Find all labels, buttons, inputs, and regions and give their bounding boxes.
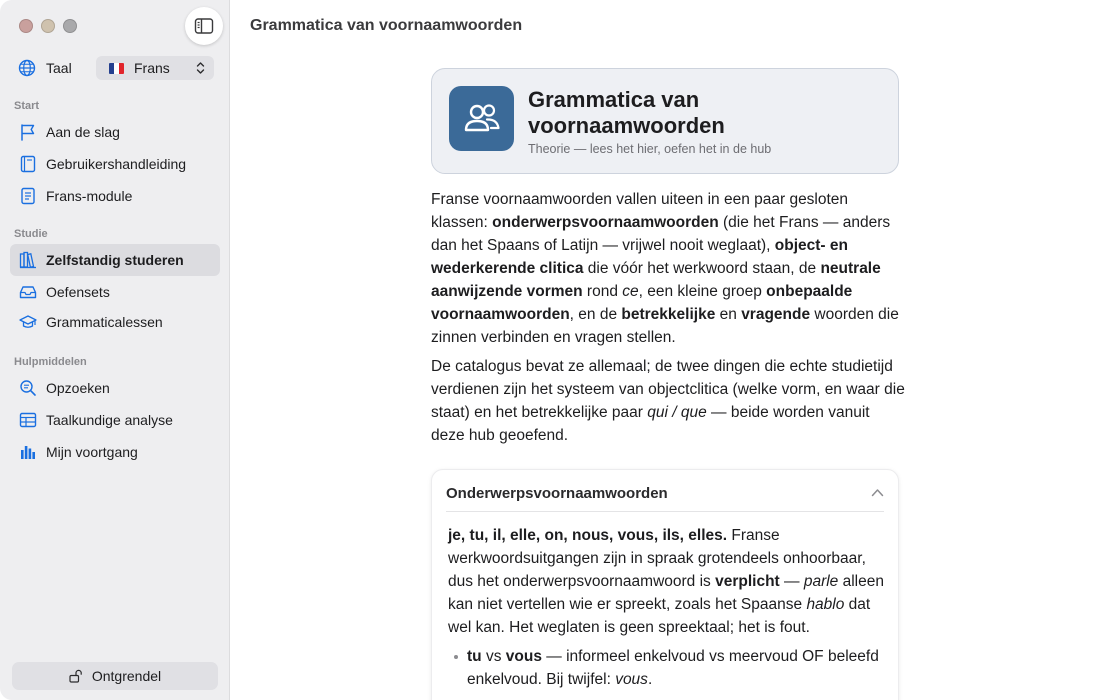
chevron-up-icon[interactable] xyxy=(871,488,884,497)
book-icon xyxy=(19,155,37,173)
text-run: en xyxy=(715,306,742,323)
sidebar-item-frans-module[interactable] xyxy=(10,180,220,212)
french-flag-icon xyxy=(109,63,124,74)
sidebar-item-label: Taalkundige analyse xyxy=(46,412,173,428)
unlock-icon xyxy=(69,669,83,683)
italic-text: parle xyxy=(803,573,839,590)
unlock-label: Ontgrendel xyxy=(91,668,162,684)
sidebar-item-label: Aan de slag xyxy=(46,124,120,140)
window-controls xyxy=(19,19,77,33)
text-run: . xyxy=(647,671,653,688)
text-run: — xyxy=(779,573,804,590)
sidebar-item-taalkundige-analyse[interactable] xyxy=(10,404,220,436)
text-run: (die het Frans — anders dan het Spaans of Latijn — vrijwel nooit weglaat), xyxy=(431,214,891,254)
sidebar-toggle-icon xyxy=(194,16,214,36)
text-run: , en de xyxy=(569,306,622,323)
books-icon xyxy=(19,251,37,269)
subject-pronouns-section xyxy=(431,469,899,700)
chevron-up-down-icon xyxy=(196,61,205,75)
table-icon xyxy=(19,411,37,429)
sidebar-item-oefensets[interactable] xyxy=(10,276,220,308)
language-label: Taal xyxy=(46,60,72,76)
lesson-header-card xyxy=(431,68,899,174)
text-run: De catalogus bevat ze allemaal; de twee dingen die echte studietijd verdienen zijn het systeem van objectclitica (welke vorm, en waar die staat) en het betrekkelijke paar xyxy=(431,358,905,421)
italic-text: hablo xyxy=(806,596,845,613)
section-title: Onderwerpsvoornaamwoorden xyxy=(446,485,668,502)
sidebar-item-label: Zelfstandig studeren xyxy=(46,252,184,268)
text-run: woorden die zinnen verbinden en vragen stellen. xyxy=(431,306,899,346)
section-header-start: Start xyxy=(14,100,40,112)
bold-text: object- en wederkerende clitica xyxy=(431,237,848,277)
text-run: — informeel enkelvoud vs meervoud OF beleefd enkelvoud. Bij twijfel: xyxy=(467,648,879,688)
section-paragraph xyxy=(448,524,888,639)
minimize-window-button[interactable] xyxy=(41,19,55,33)
sidebar-item-label: Mijn voortgang xyxy=(46,444,138,460)
text-run: Franse voornaamwoorden vallen uiteen in een paar gesloten klassen: xyxy=(431,191,849,231)
globe-icon xyxy=(18,59,36,77)
section-body xyxy=(448,524,888,697)
sidebar xyxy=(0,0,230,700)
window-title: Grammatica van voornaamwoorden xyxy=(250,17,523,34)
sidebar-item-label: Grammaticalessen xyxy=(46,314,163,330)
section-header-hulpmiddelen: Hulpmiddelen xyxy=(14,356,87,368)
intro-text xyxy=(431,188,906,453)
bullet-item xyxy=(448,645,888,691)
italic-text: vous xyxy=(615,671,648,688)
section-bullet-list xyxy=(448,645,888,691)
bold-text: neutrale aanwijzende vormen xyxy=(431,260,881,300)
flag-stripe-red xyxy=(119,63,124,74)
italic-text: qui / que xyxy=(647,404,707,421)
sidebar-item-grammaticalessen[interactable] xyxy=(10,306,220,338)
lesson-title: Grammatica van voornaamwoorden xyxy=(528,87,725,138)
language-select[interactable] xyxy=(96,56,214,80)
sidebar-item-aan-de-slag[interactable] xyxy=(10,116,220,148)
text-run: alleen kan niet vertellen wie er spreekt, zoals het Spaanse xyxy=(448,573,884,613)
section-header-studie: Studie xyxy=(14,228,48,240)
lesson-icon-tile xyxy=(449,86,514,151)
text-run: dat wel kan. Het weglaten is geen spreektaal; het is fout. xyxy=(448,596,871,636)
bold-text: vragende xyxy=(741,306,811,323)
sidebar-item-gebruikershandleiding[interactable] xyxy=(10,148,220,180)
tray-icon xyxy=(19,283,37,301)
close-window-button[interactable] xyxy=(19,19,33,33)
language-select-value: Frans xyxy=(134,60,170,76)
text-run: vs xyxy=(481,648,506,665)
graduation-cap-icon xyxy=(19,313,37,331)
zoom-window-button[interactable] xyxy=(63,19,77,33)
text-search-icon xyxy=(19,379,37,397)
text-run: die vóór het werkwoord staan, de xyxy=(583,260,821,277)
sidebar-item-opzoeken[interactable] xyxy=(10,372,220,404)
bold-text: betrekkelijke xyxy=(621,306,716,323)
text-run: rond xyxy=(582,283,623,300)
lesson-subtitle: Theorie — lees het hier, oefen het in de hub xyxy=(528,142,772,156)
bold-text: verplicht xyxy=(715,573,780,590)
sidebar-toggle-button[interactable] xyxy=(185,7,223,45)
italic-text: ce xyxy=(622,283,639,300)
bold-text: je, tu, il, elle, on, nous, vous, ils, elles. xyxy=(448,527,728,544)
unlock-button[interactable] xyxy=(12,662,218,690)
sidebar-item-label: Oefensets xyxy=(46,284,110,300)
bold-text: onderwerpsvoornaamwoorden xyxy=(492,214,719,231)
divider xyxy=(446,511,884,512)
sidebar-item-zelfstandig-studeren[interactable] xyxy=(10,244,220,276)
sidebar-item-label: Gebruikershandleiding xyxy=(46,156,187,172)
flag-icon xyxy=(19,123,37,141)
main-content xyxy=(230,0,1100,700)
sidebar-item-mijn-voortgang[interactable] xyxy=(10,436,220,468)
module-book-icon xyxy=(19,187,37,205)
sidebar-item-label: Frans-module xyxy=(46,188,133,204)
sidebar-item-label: Opzoeken xyxy=(46,380,110,396)
intro-paragraph xyxy=(431,188,906,349)
bold-text: onbepaalde voornaamwoorden xyxy=(431,283,853,323)
bar-chart-icon xyxy=(19,443,37,461)
bold-text: tu xyxy=(467,648,482,665)
text-run: , een kleine groep xyxy=(638,283,767,300)
language-row xyxy=(18,56,214,80)
text-run: Franse werkwoordsuitgangen zijn in spraak grotendeels onhoorbaar, dus het onderwerpsvoornaamwoord is xyxy=(448,527,866,590)
intro-paragraph xyxy=(431,355,906,447)
bold-text: vous xyxy=(505,648,542,665)
people-icon xyxy=(460,97,504,141)
text-run: — beide worden vanuit deze hub geoefend. xyxy=(431,404,870,444)
